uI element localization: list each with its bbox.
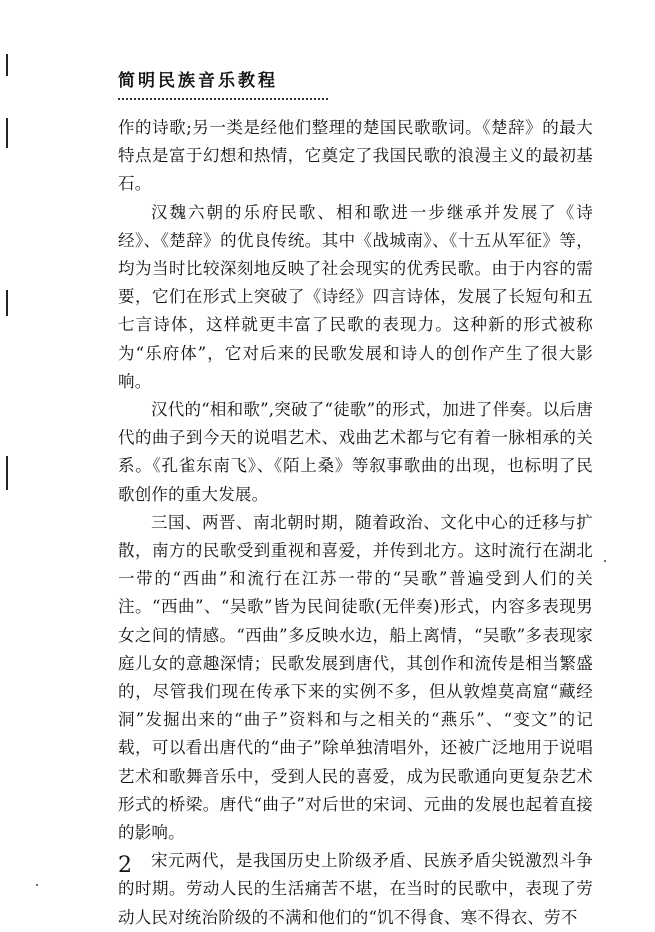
running-header [118, 70, 418, 100]
book-title: 简明民族音乐教程 [118, 71, 278, 91]
header-dotted-rule [118, 98, 328, 100]
paragraph: 宋元两代，是我国历史上阶级矛盾、民族矛盾尖锐激烈斗争的时期。劳动人民的生活痛苦不堪，在当时的民歌中，表现了劳动人民对统治阶级的不满和他们的“饥不得食、寒不得衣、劳不 [118, 851, 593, 927]
paragraph: 汉代的“相和歌”,突破了“徒歌”的形式，加进了伴奏。以后唐代的曲子到今天的说唱艺术、戏曲艺术都与它有着一脉相承的关系。《孔雀东南飞》、《陌上桑》等叙事歌曲的出现，也标明了民歌创作的重大发展。 [118, 400, 593, 504]
scan-margin-mark [6, 54, 8, 76]
page-body [118, 114, 593, 932]
scan-speck [604, 560, 606, 562]
paragraph-continued: 作的诗歌;另一类是经他们整理的楚国民歌歌词。《楚辞》的最大特点是富于幻想和热情，它奠定了我国民歌的浪漫主义的最初基石。 [118, 118, 593, 194]
page-number: 2 [118, 853, 132, 878]
scan-margin-mark [6, 456, 8, 490]
scan-margin-mark [6, 290, 8, 316]
scan-speck [36, 884, 38, 886]
scan-margin-mark [6, 118, 8, 148]
paragraph: 三国、两晋、南北朝时期，随着政治、文化中心的迁移与扩散，南方的民歌受到重视和喜爱，并传到北方。这时流行在湖北一带的“西曲”和流行在江苏一带的“吴歌”普遍受到人们的关注。“西曲”、“吴歌”皆为民间徒歌(无伴奏)形式，内容多表现男女之间的情感。“西曲”多反映水边，船上离情，“吴歌”多表现家庭儿女的意趣深情；民歌发展到唐代，其创作和流传是相当繁盛的，尽管我们现在传承下来的实例不多，但从敦煌莫高窟“藏经洞”发掘出来的“曲子”资料和与之相关的“燕乐”、“变文”的记载，可以看出唐代的“曲子”除单独清唱外，还被广泛地用于说唱艺术和歌舞音乐中，受到人民的喜爱，成为民歌通向更复杂艺术形式的桥梁。唐代“曲子”对后世的宋词、元曲的发展也起着直接的影响。 [118, 512, 593, 843]
paragraph: 汉魏六朝的乐府民歌、相和歌进一步继承并发展了《诗经》、《楚辞》的优良传统。其中《战城南》、《十五从军征》等，均为当时比较深刻地反映了社会现实的优秀民歌。由于内容的需要，它们在形式上突破了《诗经》四言诗体，发展了长短句和五七言诗体，这样就更丰富了民歌的表现力。这种新的形式被称为“乐府体”，它对后来的民歌发展和诗人的创作产生了很大影响。 [118, 202, 593, 391]
